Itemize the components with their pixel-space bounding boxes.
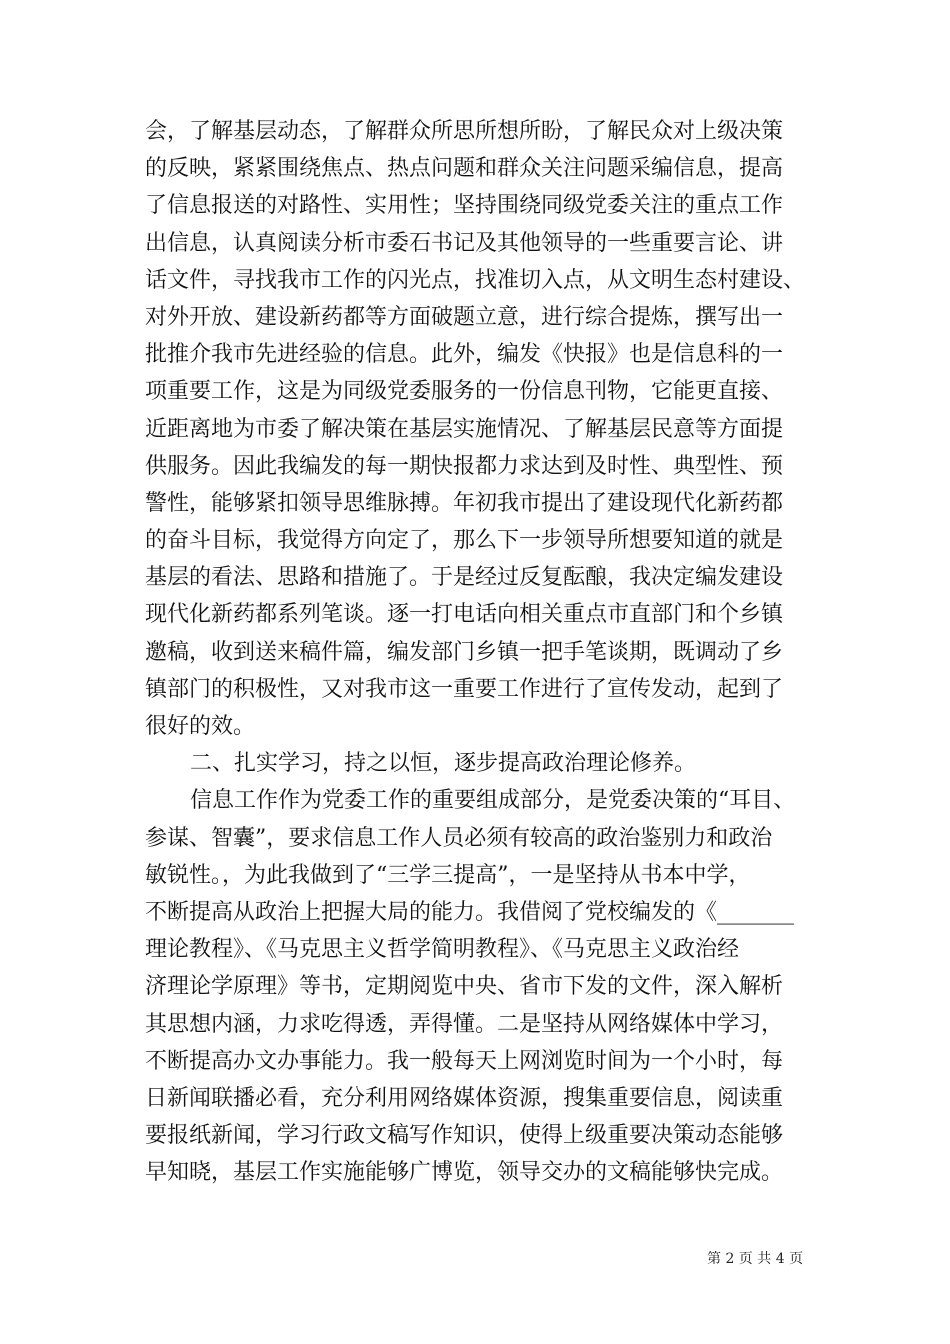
text-line: 敏锐性。，为此我做到了“三学三提高”，一是坚持从书本中学， — [145, 862, 751, 888]
text-line: 项重要工作，这是为同级党委服务的一份信息刊物，它能更直接、 — [145, 379, 784, 405]
text-line: 参谋、智囊”，要求信息工作人员必须有较高的政治鉴别力和政治 — [145, 825, 773, 851]
text-line: 批推介我市先进经验的信息。此外，编发《快报》也是信息科的一 — [145, 342, 784, 368]
text-line: 济理论学原理》等书，定期阅览中央、省市下发的文件，深入解析 — [145, 974, 784, 1000]
text-line: 了信息报送的对路性、实用性；坚持围绕同级党委关注的重点工作 — [145, 193, 784, 219]
text-line: 二、扎实学习，持之以恒，逐步提高政治理论修养。 — [190, 751, 697, 777]
text-line: 的反映，紧紧围绕焦点、热点问题和群众关注问题采编信息，提高 — [145, 156, 784, 182]
text-line: 早知晓，基层工作实施能够广博览，领导交办的文稿能够快完成。 — [145, 1160, 784, 1186]
text-line: 会，了解基层动态，了解群众所思所想所盼，了解民众对上级决策 — [145, 119, 784, 144]
text-line: 镇部门的积极性，又对我市这一重要工作进行了宣传发动，起到了 — [145, 676, 784, 702]
text-line: 警性，能够紧扣领导思维脉搏。年初我市提出了建设现代化新药都 — [145, 490, 784, 516]
text-line: 对外开放、建设新药都等方面破题立意，进行综合提炼，撰写出一 — [145, 304, 784, 330]
text-line: 要报纸新闻，学习行政文稿写作知识，使得上级重要决策动态能够 — [145, 1123, 784, 1149]
text-line: 出信息，认真阅读分析市委石书记及其他领导的一些重要言论、讲 — [145, 230, 784, 256]
text-line: 信息工作作为党委工作的重要组成部分，是党委决策的“耳目、 — [190, 788, 796, 814]
text-line: 供服务。因此我编发的每一期快报都力求达到及时性、典型性、预 — [145, 453, 784, 479]
text-line: 理论教程》、《马克思主义哲学简明教程》、《马克思主义政治经 — [145, 937, 740, 963]
text-line: 基层的看法、思路和措施了。于是经过反复酝酿，我决定编发建设 — [145, 565, 784, 591]
text-line: 不断提高办文办事能力。我一般每天上网浏览时间为一个小时，每 — [145, 1048, 784, 1074]
text-line: 现代化新药都系列笔谈。逐一打电话向相关重点市直部门和个乡镇 — [145, 602, 784, 628]
document-body — [145, 113, 813, 1191]
text-line: 邀稿，收到送来稿件篇，编发部门乡镇一把手笔谈期，既调动了乡 — [145, 639, 784, 665]
text-line: 不断提高从政治上把握大局的能力。我借阅了党校编发的《_______ — [145, 899, 795, 925]
text-line: 的奋斗目标，我觉得方向定了，那么下一步领导所想要知道的就是 — [145, 528, 784, 554]
text-line: 其思想内涵，力求吃得透，弄得懂。二是坚持从网络媒体中学习， — [145, 1011, 784, 1037]
page-indicator: 第 2 页 共 4 页 — [707, 1251, 804, 1267]
text-line: 话文件，寻找我市工作的闪光点，找准切入点，从文明生态村建设、 — [145, 267, 806, 293]
text-line: 近距离地为市委了解决策在基层实施情况、了解基层民意等方面提 — [145, 416, 784, 442]
text-line: 很好的效。 — [145, 714, 256, 739]
text-line: 日新闻联播必看，充分利用网络媒体资源，搜集重要信息，阅读重 — [145, 1085, 784, 1111]
